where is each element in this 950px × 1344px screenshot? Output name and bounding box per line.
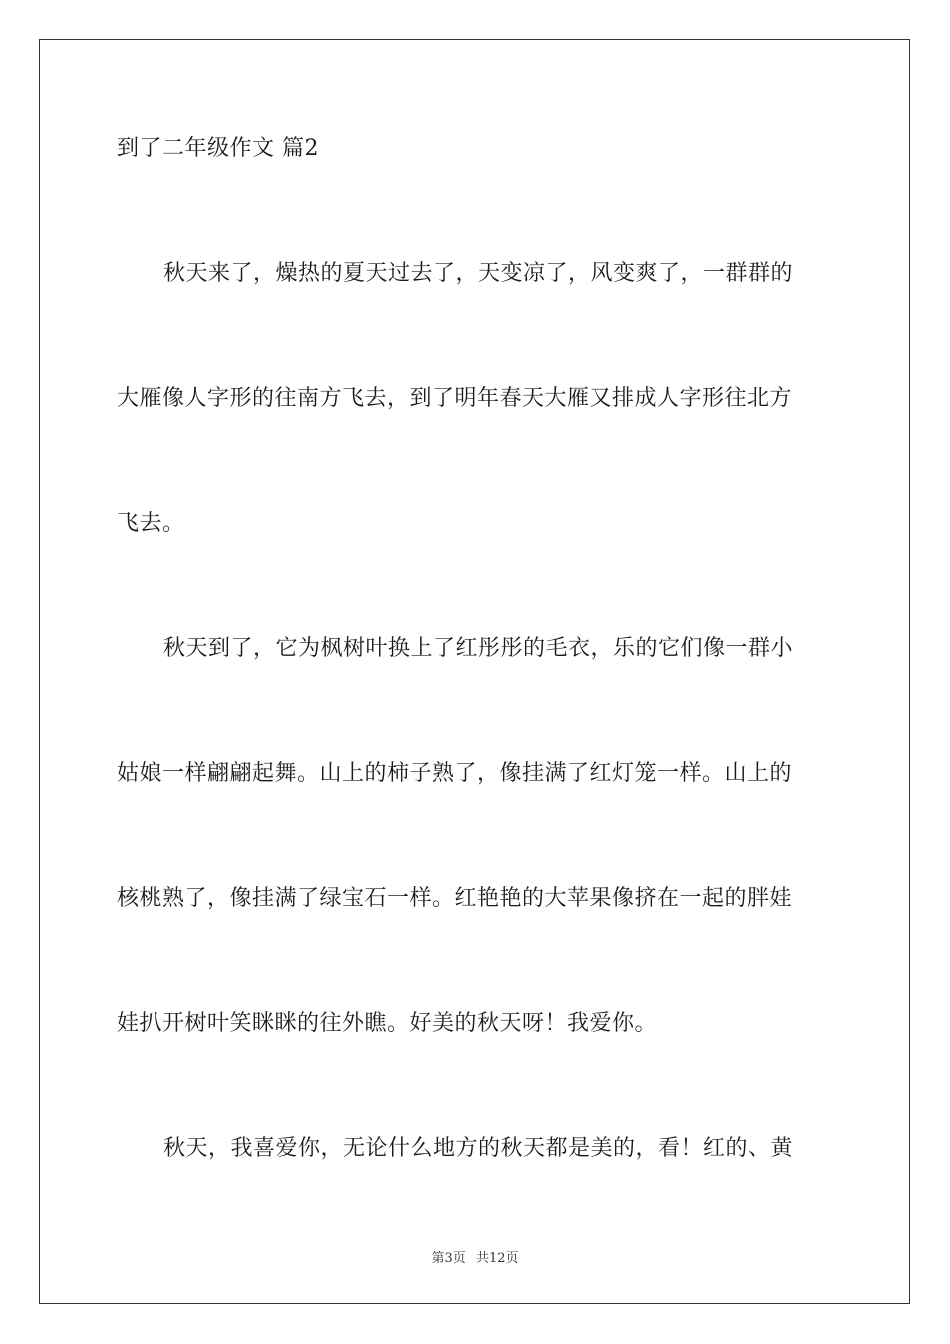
- paragraph-line: 核桃熟了，像挂满了绿宝石一样。红艳艳的大苹果像挤在一起的胖娃: [117, 886, 793, 911]
- paragraph-line: 秋天到了，它为枫树叶换上了红彤彤的毛衣，乐的它们像一群小: [163, 636, 794, 661]
- paragraph-line: 姑娘一样翩翩起舞。山上的柿子熟了，像挂满了红灯笼一样。山上的: [117, 761, 793, 786]
- page-number: 第3页: [431, 1251, 466, 1266]
- paragraph-line: 秋天，我喜爱你，无论什么地方的秋天都是美的，看！红的、黄: [163, 1136, 794, 1161]
- paragraph-line: 飞去。: [117, 511, 185, 536]
- page-footer: [0, 1247, 950, 1266]
- page-total: 共12页: [475, 1251, 519, 1266]
- paragraph-line: 大雁像人字形的往南方飞去，到了明年春天大雁又排成人字形往北方: [117, 386, 793, 411]
- paragraph-line: 秋天来了，燥热的夏天过去了，天变凉了，风变爽了，一群群的: [163, 261, 794, 286]
- page-border: [39, 39, 910, 1304]
- paragraph-line: 娃扒开树叶笑眯眯的往外瞧。好美的秋天呀！我爱你。: [117, 1011, 658, 1036]
- essay-title: 到了二年级作文 篇2: [117, 136, 319, 161]
